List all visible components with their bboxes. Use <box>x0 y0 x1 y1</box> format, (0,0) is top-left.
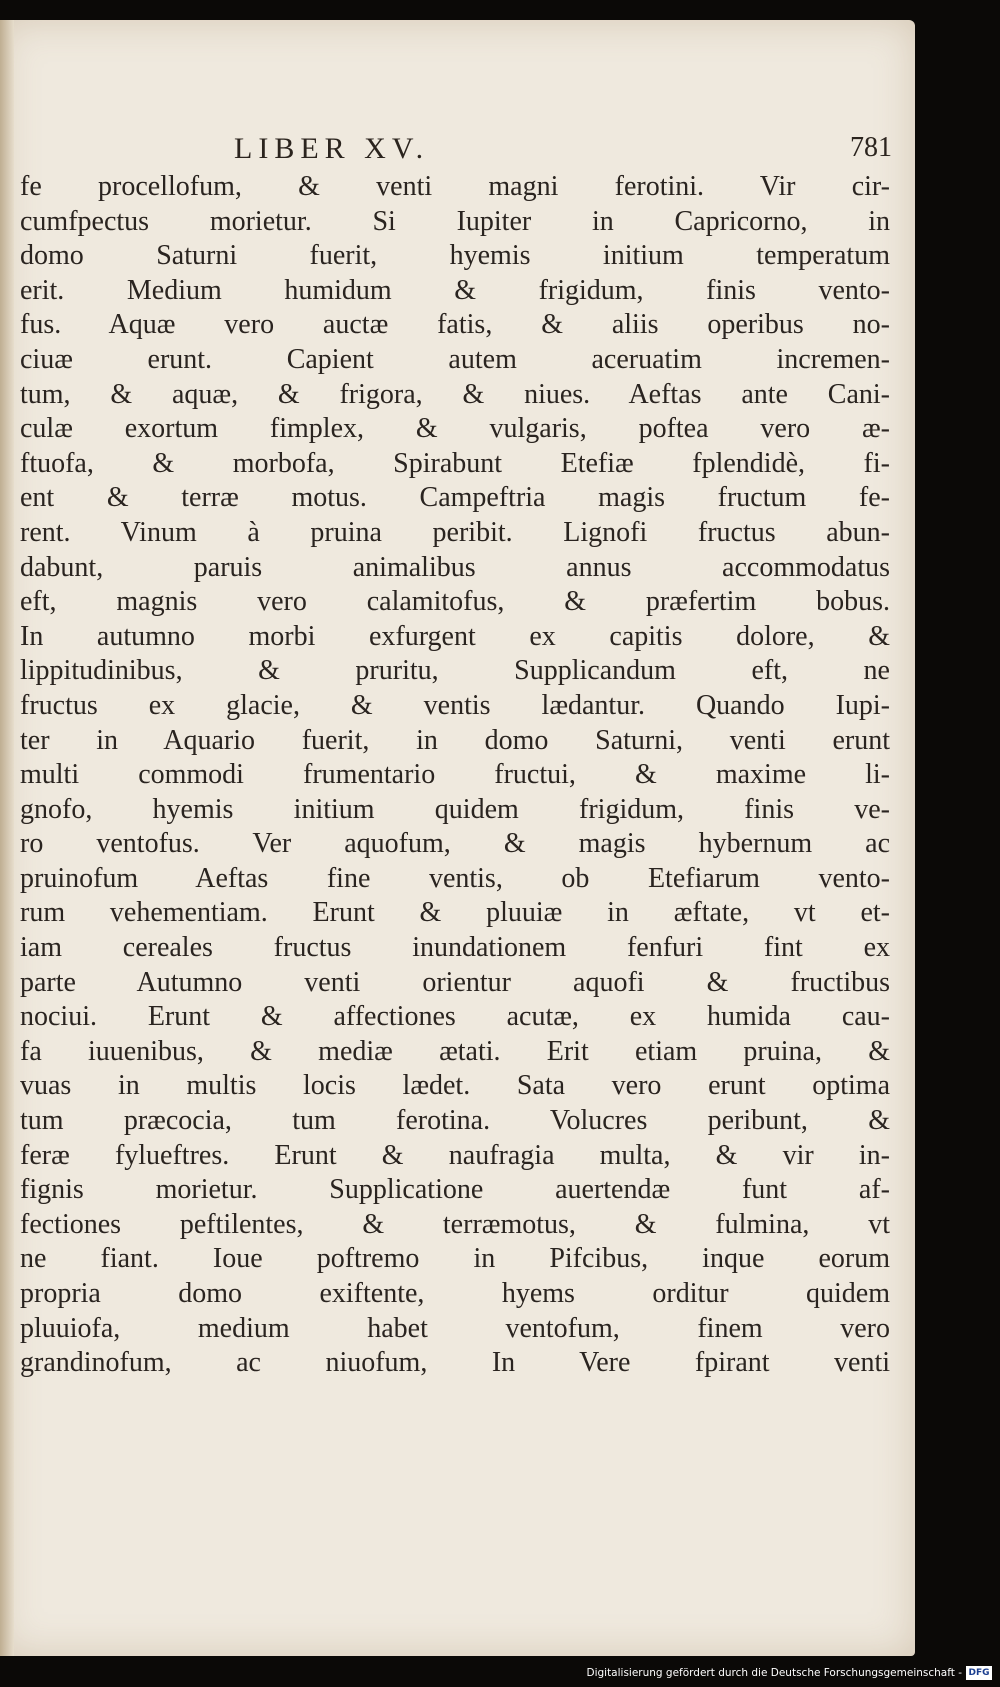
text-line: fignis morietur. Supplicatione auertendæ funt af- <box>20 1174 890 1206</box>
text-line: grandinofum, ac niuofum, In Vere fpirant venti <box>20 1347 890 1379</box>
text-line: domo Saturni fuerit, hyemis initium temperatum <box>20 240 890 272</box>
text-line: feræ fylueftres. Erunt & naufragia multa, & vir in- <box>20 1139 890 1171</box>
text-line: vuas in multis locis lædet. Sata vero erunt optima <box>20 1070 890 1102</box>
text-line: fectiones peftilentes, & terræmotus, & fulmina, vt <box>20 1208 890 1240</box>
text-line: iam cereales fructus inundationem fenfuri fint ex <box>20 932 890 964</box>
text-line: ftuofa, & morbofa, Spirabunt Etefiæ fplendidè, fi- <box>20 447 890 479</box>
text-line: fe procellofum, & venti magni ferotini. Vir cir- <box>20 171 890 202</box>
text-line: ne fiant. Ioue poftremo in Pifcibus, inque eorum <box>20 1243 890 1275</box>
text-line: In autumno morbi exfurgent ex capitis dolore, & <box>20 620 890 652</box>
text-line: fructus ex glacie, & ventis lædantur. Quando Iupi- <box>20 689 890 721</box>
text-line: fa iuuenibus, & mediæ ætati. Erit etiam pruina, & <box>20 1035 890 1067</box>
digitization-credit <box>586 1663 992 1683</box>
text-line: tum, & aquæ, & frigora, & niues. Aeftas ante Cani- <box>20 378 890 410</box>
page-header <box>20 112 892 165</box>
text-line: propria domo exiftente, hyems orditur quidem <box>20 1278 890 1309</box>
page-edge <box>0 20 14 1656</box>
text-line: ter in Aquario fuerit, in domo Saturni, venti erunt <box>20 724 890 756</box>
text-line: parte Autumno venti orientur aquofi & fructibus <box>20 966 890 998</box>
text-line: dabunt, paruis animalibus annus accommodatus <box>20 551 890 583</box>
text-line: pluuiofa, medium habet ventofum, finem vero <box>20 1312 890 1344</box>
text-line: fus. Aquæ vero auctæ fatis, & aliis operibus no- <box>20 309 890 341</box>
text-line: ro ventofus. Ver aquofum, & magis hybernum ac <box>20 828 890 860</box>
dfg-logo-icon: DFG <box>966 1666 992 1680</box>
text-line: gnofo, hyemis initium quidem frigidum, finis ve- <box>20 793 890 825</box>
text-line: rent. Vinum à pruina peribit. Lignofi fructus abun- <box>20 516 890 548</box>
book-page <box>0 20 915 1656</box>
text-line: lippitudinibus, & pruritu, Supplicandum eft, ne <box>20 655 890 687</box>
text-line: ent & terræ motus. Campeftria magis fructum fe- <box>20 482 890 514</box>
text-line: nociui. Erunt & affectiones acutæ, ex humida cau- <box>20 1001 890 1033</box>
text-line: cumfpectus morietur. Si Iupiter in Capricorno, in <box>20 205 890 237</box>
body-text <box>20 170 890 1381</box>
text-line: erit. Medium humidum & frigidum, finis vento- <box>20 274 890 306</box>
text-line: multi commodi frumentario fructui, & maxime li- <box>20 759 890 791</box>
page-number: 781 <box>850 132 892 163</box>
text-line: rum vehementiam. Erunt & pluuiæ in æftate, vt et- <box>20 897 890 929</box>
text-line: ciuæ erunt. Capient autem aceruatim incremen- <box>20 343 890 375</box>
running-title: LIBER XV. <box>234 132 430 165</box>
text-line: pruinofum Aeftas fine ventis, ob Etefiarum vento- <box>20 862 890 894</box>
text-line: tum præcocia, tum ferotina. Volucres peribunt, & <box>20 1105 890 1137</box>
text-line: eft, magnis vero calamitofus, & præfertim bobus. <box>20 586 890 618</box>
text-line: culæ exortum fimplex, & vulgaris, poftea vero æ- <box>20 413 890 445</box>
credit-text: Digitalisierung gefördert durch die Deutsche Forschungsgemeinschaft - <box>586 1667 962 1679</box>
